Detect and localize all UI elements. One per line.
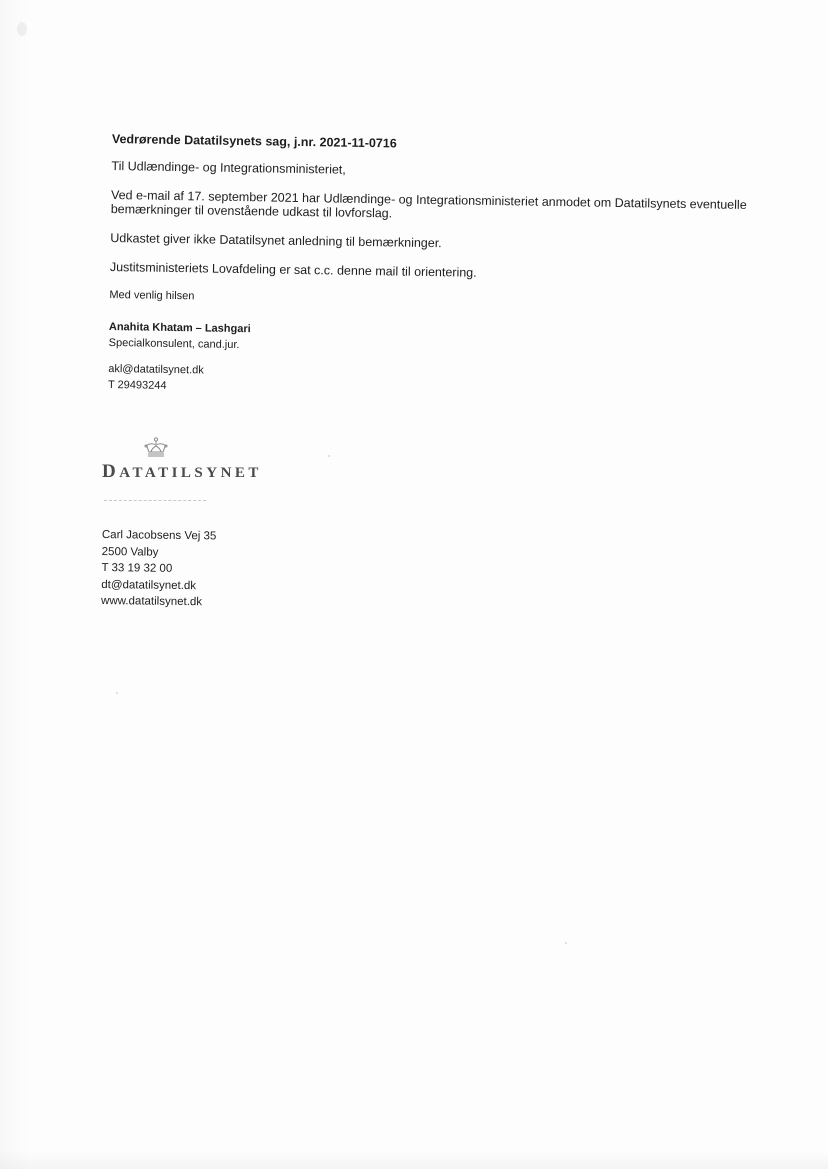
scan-speck: [565, 942, 567, 944]
scan-speck: [116, 692, 118, 694]
letter-closing: Med venlig hilsen: [109, 288, 195, 303]
crown-icon: [142, 437, 170, 459]
letter-salutation: Til Udlændinge- og Integrationsministeriet,: [111, 158, 346, 177]
scan-shadow-left: [0, 0, 30, 1169]
signature-phone: T 29493244: [107, 378, 167, 392]
letter-paragraph: Justitsministeriets Lovafdeling er sat c.c. denne mail til orientering.: [109, 259, 477, 280]
letter-body: [108, 132, 752, 403]
scan-speck: [328, 455, 330, 457]
logo-divider: [104, 500, 206, 501]
signature-name: Anahita Khatam – Lashgari: [108, 320, 251, 336]
logo-wordmark: [102, 461, 262, 483]
scan-shadow-bottom: [0, 1151, 828, 1169]
address-block: [101, 527, 216, 611]
letter-paragraph: Udkastet giver ikke Datatilsynet anledning til bemærkninger.: [110, 230, 442, 251]
letter-paragraph: Ved e-mail af 17. september 2021 har Udlændinge- og Integrationsministeriet anmodet om Datatilsynets eventuelle bemærkninger til ovenstående udkast til lovforslag.: [110, 187, 747, 221]
signature-title: Specialkonsulent, cand.jur.: [108, 336, 240, 352]
scan-speck: [17, 22, 27, 36]
address-phone: T 33 19 32 00: [101, 561, 173, 575]
letter-subject: Vedrørende Datatilsynets sag, j.nr. 2021-11-0716: [111, 132, 397, 151]
address-street: Carl Jacobsens Vej 35: [101, 528, 217, 543]
address-web[interactable]: www.datatilsynet.dk: [101, 594, 203, 609]
logo-first-letter: D: [102, 461, 120, 482]
signature-email[interactable]: akl@datatilsynet.dk: [108, 362, 204, 377]
address-city: 2500 Valby: [101, 545, 159, 559]
logo-rest: ATATILSYNET: [119, 465, 262, 481]
address-email[interactable]: dt@datatilsynet.dk: [101, 578, 197, 592]
